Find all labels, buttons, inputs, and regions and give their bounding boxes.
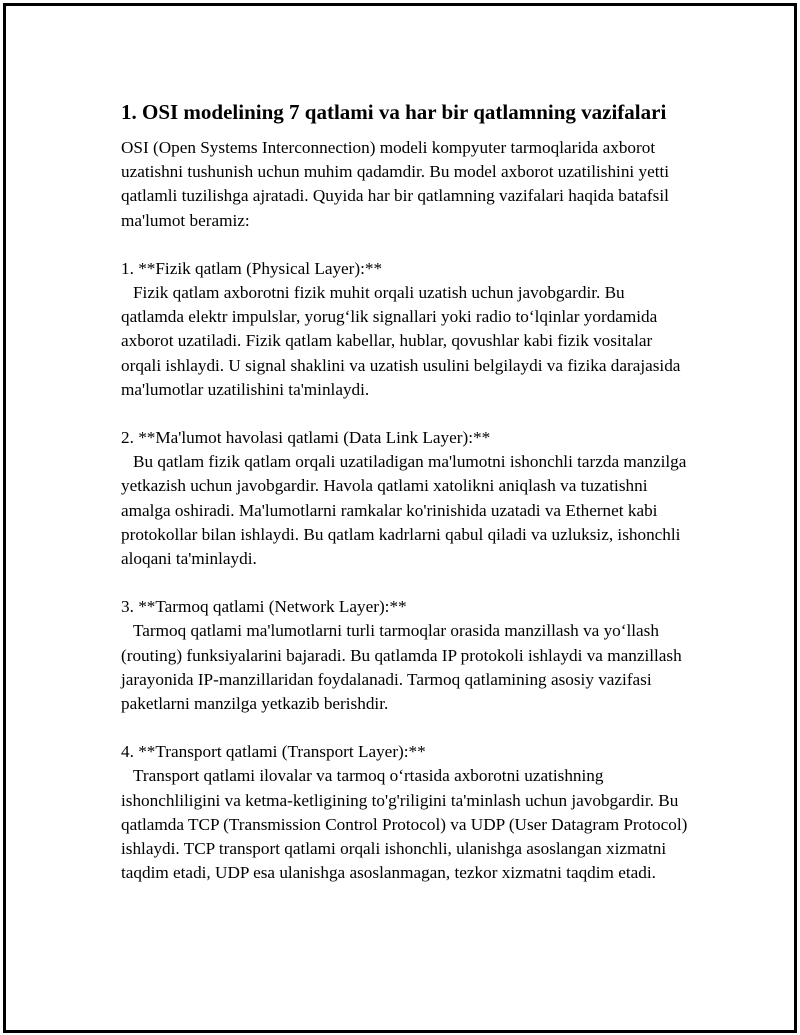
section-data-link-layer (121, 426, 691, 571)
section-heading: 3. **Tarmoq qatlami (Network Layer):** (121, 597, 407, 617)
section-heading: 4. **Transport qatlami (Transport Layer):** (121, 742, 426, 762)
section-heading: 1. **Fizik qatlam (Physical Layer):** (121, 258, 383, 278)
section-body: Transport qatlami ilovalar va tarmoq o‘rtasida axborotni uzatishning ishonchliligini va ketma-ketligining to'g'riligini ta'minlash uchun javobgardir. Bu qatlamda TCP (Transmission Control Protocol) va UDP (User Datagram Protocol) ishlaydi. TCP transport qatlami orqali ishonchli, ulanishga asoslangan xizmatni taqdim etadi, UDP esa ulanishga asoslanmagan, tezkor xizmatni taqdim etadi. (121, 766, 688, 883)
section-physical-layer (121, 257, 691, 402)
section-body: Bu qatlam fizik qatlam orqali uzatiladigan ma'lumotni ishonchli tarzda manzilga yetkazish uchun javobgardir. Havola qatlami xatolikni aniqlash va tuzatishni amalga oshiradi. Ma'lumotlarni ramkalar ko'rinishida uzatadi va Ethernet kabi protokollar bilan ishlaydi. Bu qatlam kadrlarni qabul qiladi va uzluksiz, ishonchli aloqani ta'minlaydi. (121, 452, 687, 569)
page-frame (3, 3, 797, 1033)
intro-paragraph: OSI (Open Systems Interconnection) modeli kompyuter tarmoqlarida axborot uzatishni tushunish uchun muhim qadamdir. Bu model axborot uzatilishini yetti qatlamli tuzilishga ajratadi. Quyida har bir qatlamning vazifalari haqida batafsil ma'lumot beramiz: (121, 138, 670, 230)
section-transport-layer (121, 740, 691, 885)
section-body: Tarmoq qatlami ma'lumotlarni turli tarmoqlar orasida manzillash va yo‘llash (routing) funksiyalarini bajaradi. Bu qatlamda IP protokoli ishlaydi va manzillash jarayonida IP-manzillaridan foydalanadi. Tarmoq qatlamining asosiy vazifasi paketlarni manzilga yetkazib berishdir. (121, 621, 682, 714)
section-network-layer (121, 595, 691, 716)
section-body: Fizik qatlam axborotni fizik muhit orqali uzatish uchun javobgardir. Bu qatlamda elektr impulslar, yorug‘lik signallari yoki radio to‘lqinlar yordamida axborot uzatiladi. Fizik qatlam kabellar, hublar, qovushlar kabi fizik vositalar orqali ishlaydi. U signal shaklini va uzatish usulini belgilaydi va fizika darajasida ma'lumotlar uzatilishini ta'minlaydi. (121, 283, 681, 399)
section-heading: 2. **Ma'lumot havolasi qatlami (Data Link Layer):** (121, 428, 491, 448)
document-title: 1. OSI modelining 7 qatlami va har bir qatlamning vazifalari (121, 100, 667, 124)
document-content (121, 98, 691, 909)
